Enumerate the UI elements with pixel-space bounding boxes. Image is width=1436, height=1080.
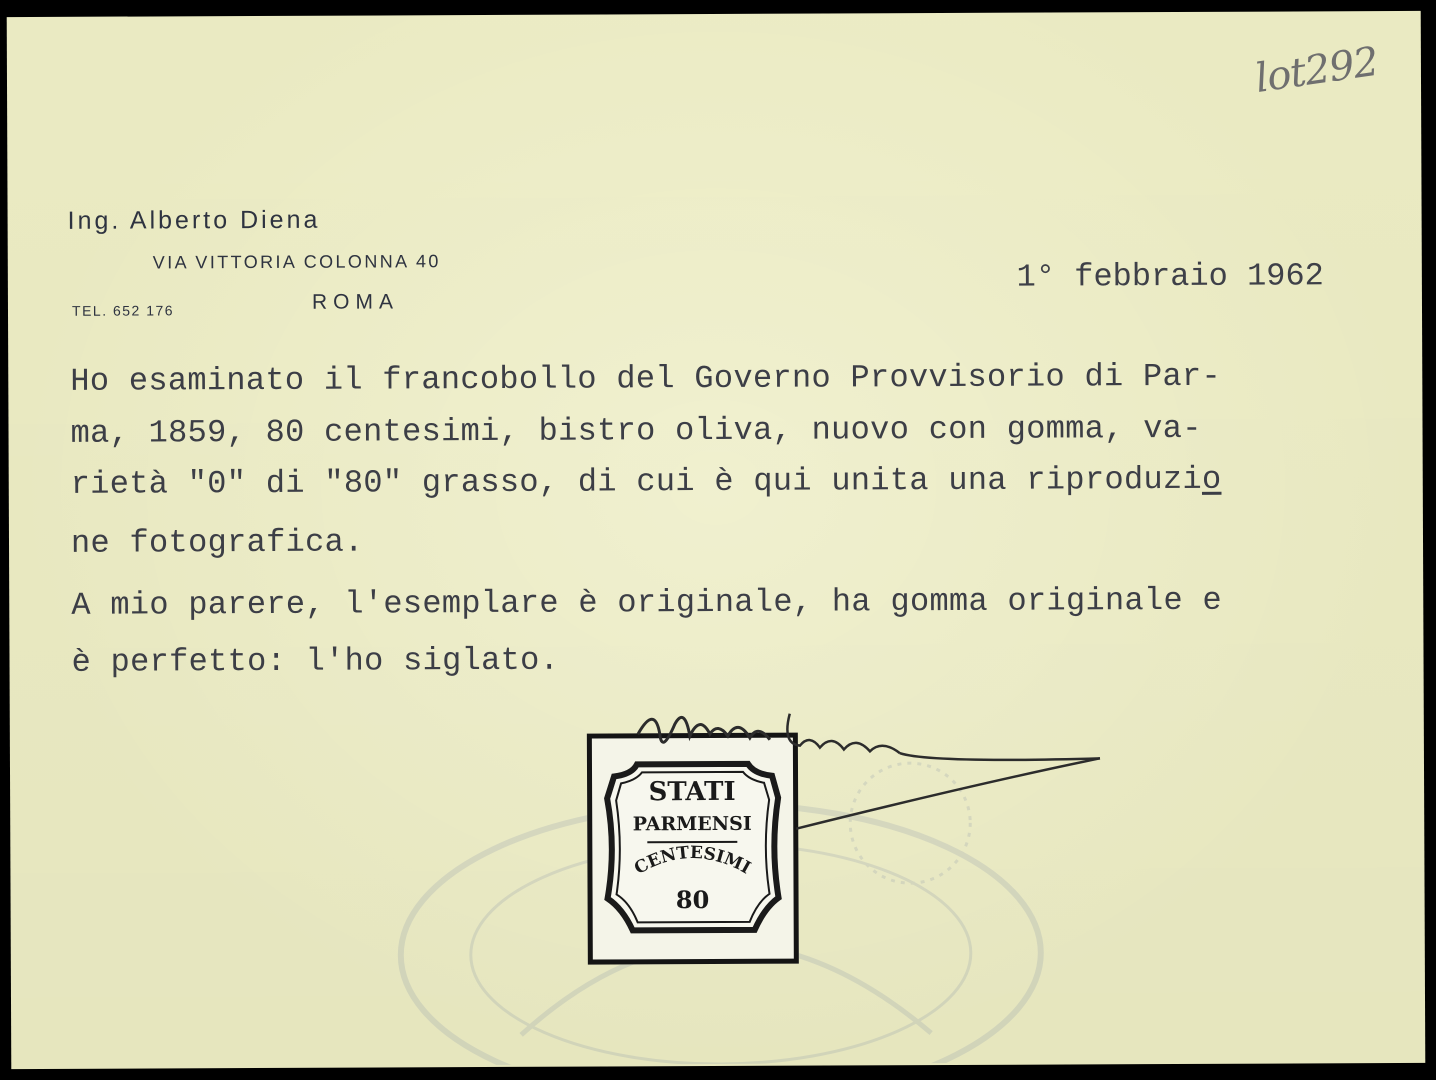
body-line-3-text: rietà "0" di "80" grasso, di cui è qui unita una riproduzi (70, 460, 1203, 503)
body-line-4: ne fotografica. (70, 523, 364, 562)
body-line-6: è perfetto: l'ho siglato. (71, 641, 560, 681)
letterhead-telephone: TEL. 652 176 (71, 302, 175, 319)
letterhead-street: VIA VITTORIA COLONNA 40 (152, 251, 441, 273)
lot-number-handwritten: lot292 (1252, 38, 1381, 102)
stamp-value: 80 (675, 885, 710, 915)
certificate-paper (7, 11, 1426, 1069)
body-line-2: ma, 1859, 80 centesimi, bistro oliva, nuovo con gomma, va- (70, 409, 1202, 452)
letterhead-name (68, 206, 321, 236)
certificate-date: 1° febbraio 1962 (1016, 257, 1324, 296)
body-line-5: A mio parere, l'esemplare è originale, ha gomma originale e (71, 581, 1223, 624)
body-line-1: Ho esaminato il francobollo del Governo Provvisorio di Par- (70, 357, 1222, 400)
stamp-line-1: STATI (648, 776, 736, 808)
stamp-line-2: PARMENSI (632, 812, 752, 836)
letterhead-city: ROMA (311, 290, 400, 314)
body-line-3 (71, 461, 1222, 503)
body-line-3-underlined: o (1201, 460, 1222, 498)
handwritten-signature (600, 692, 1121, 864)
letterhead-name-prefix: Ing. (67, 206, 122, 235)
stamp-arc-text: CENTESIMI (631, 842, 754, 879)
letterhead-name-main: Alberto Diena (129, 205, 321, 235)
